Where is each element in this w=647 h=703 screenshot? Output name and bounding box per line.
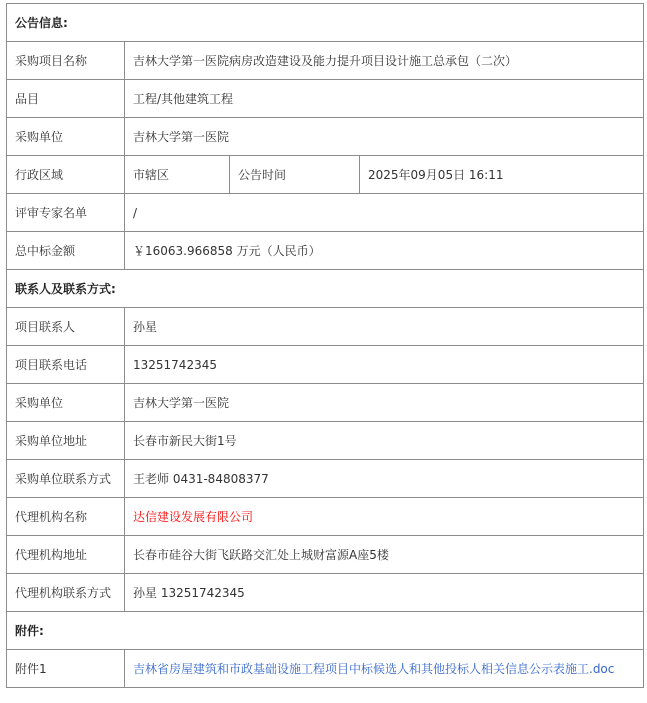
section-title-attachments: 附件: [7,612,644,650]
purchaser-value: 吉林大学第一医院 [125,118,644,156]
agency-contact-label: 代理机构联系方式 [7,574,125,612]
purchaser-unit-label: 采购单位 [7,384,125,422]
section-title-contacts: 联系人及联系方式: [7,270,644,308]
table-row [7,194,644,232]
announcement-time-label: 公告时间 [230,156,360,194]
region-label: 行政区域 [7,156,125,194]
project-phone-value: 13251742345 [125,346,644,384]
purchaser-contact-label: 采购单位联系方式 [7,460,125,498]
section-header-attachments [7,612,644,650]
project-contact-value: 孙星 [125,308,644,346]
table-row [7,536,644,574]
table-row [7,574,644,612]
attachment-1-label: 附件1 [7,650,125,688]
agency-contact-value: 孙星 13251742345 [125,574,644,612]
section-title-announcement: 公告信息: [7,4,644,42]
table-row [7,308,644,346]
announcement-table [6,3,644,688]
project-contact-label: 项目联系人 [7,308,125,346]
total-amount-label: 总中标金额 [7,232,125,270]
project-name-label: 采购项目名称 [7,42,125,80]
table-row [7,232,644,270]
section-header-announcement [7,4,644,42]
experts-label: 评审专家名单 [7,194,125,232]
agency-name-label: 代理机构名称 [7,498,125,536]
project-name-value: 吉林大学第一医院病房改造建设及能力提升项目设计施工总承包（二次） [125,42,644,80]
agency-address-value: 长春市硅谷大街飞跃路交汇处上城财富源A座5楼 [125,536,644,574]
purchaser-address-label: 采购单位地址 [7,422,125,460]
attachment-1-link[interactable]: 吉林省房屋建筑和市政基础设施工程项目中标候选人和其他投标人相关信息公示表施工.doc [125,650,644,688]
purchaser-label: 采购单位 [7,118,125,156]
table-row [7,80,644,118]
purchaser-unit-value: 吉林大学第一医院 [125,384,644,422]
region-value: 市辖区 [125,156,230,194]
total-amount-value: ￥16063.966858 万元（人民币） [125,232,644,270]
project-phone-label: 项目联系电话 [7,346,125,384]
purchaser-address-value: 长春市新民大街1号 [125,422,644,460]
table-row [7,156,644,194]
category-label: 品目 [7,80,125,118]
table-row [7,346,644,384]
announcement-time-value: 2025年09月05日 16:11 [360,156,644,194]
table-row [7,42,644,80]
section-header-contacts [7,270,644,308]
table-row [7,460,644,498]
agency-name-value: 达信建设发展有限公司 [125,498,644,536]
table-row [7,650,644,688]
category-value: 工程/其他建筑工程 [125,80,644,118]
agency-address-label: 代理机构地址 [7,536,125,574]
experts-value: / [125,194,644,232]
table-row [7,118,644,156]
table-row [7,422,644,460]
table-row [7,498,644,536]
purchaser-contact-value: 王老师 0431-84808377 [125,460,644,498]
table-row [7,384,644,422]
